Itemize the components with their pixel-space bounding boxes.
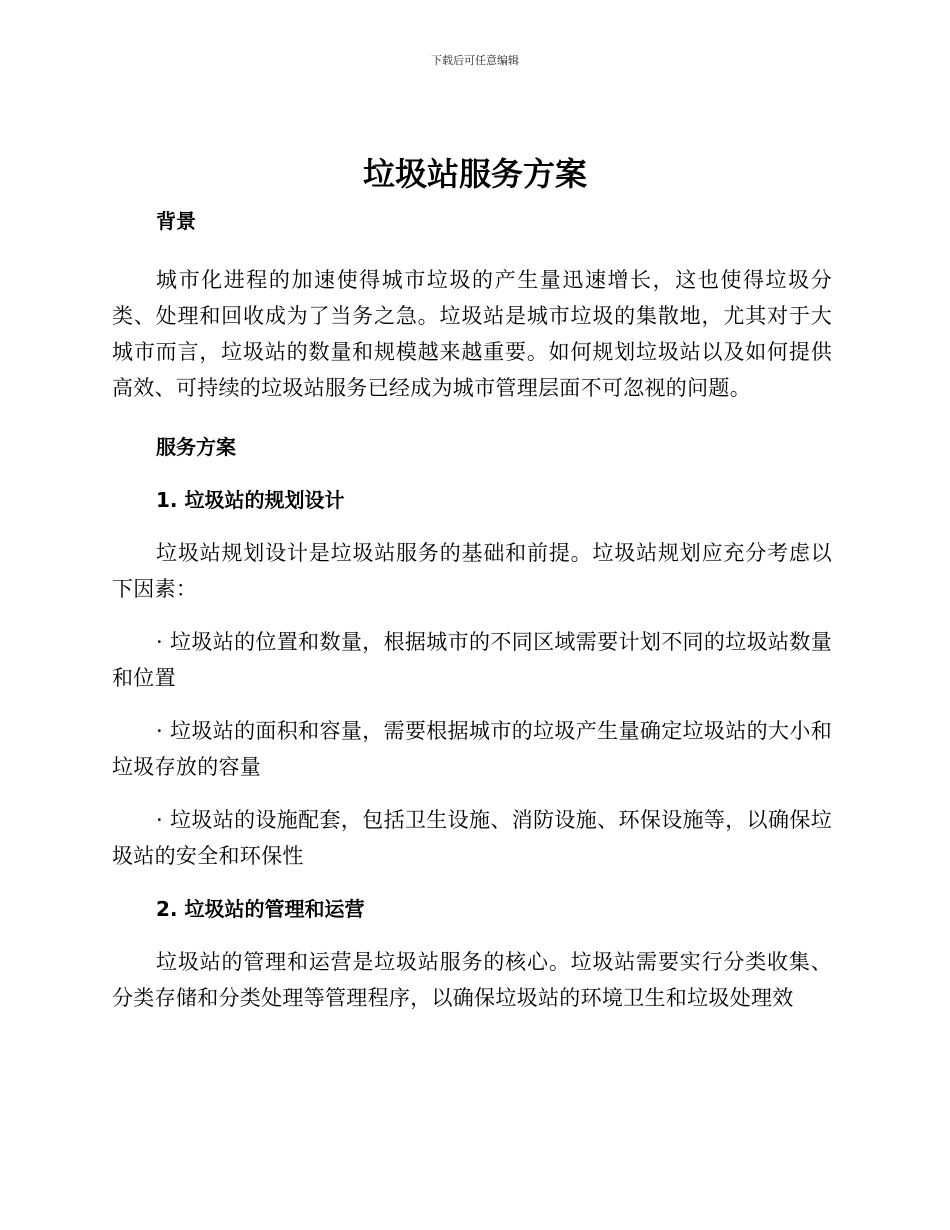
section-heading-service-plan: 服务方案	[156, 435, 236, 459]
subsection-heading-planning: 1. 垃圾站的规划设计	[156, 488, 345, 512]
section-heading-background: 背景	[156, 209, 196, 233]
bullet-item-location: · 垃圾站的位置和数量，根据城市的不同区域需要计划不同的垃圾站数量和位置	[112, 630, 832, 690]
document-title: 垃圾站服务方案	[362, 155, 587, 193]
paragraph-background: 城市化进程的加速使得城市垃圾的产生量迅速增长，这也使得垃圾分类、处理和回收成为了当务之急。垃圾站是城市垃圾的集散地，尤其对于大城市而言，垃圾站的数量和规模越来越重要。如何规划垃圾站以及如何提供高效、可持续的垃圾站服务已经成为城市管理层面不可忽视的问题。	[112, 268, 832, 400]
bullet-item-capacity: · 垃圾站的面积和容量，需要根据城市的垃圾产生量确定垃圾站的大小和垃圾存放的容量	[112, 719, 832, 779]
paragraph-planning: 垃圾站规划设计是垃圾站服务的基础和前提。垃圾站规划应充分考虑以下因素：	[112, 541, 832, 601]
subsection-heading-management: 2. 垃圾站的管理和运营	[156, 897, 365, 921]
header-note: 下载后可任意编辑	[431, 54, 519, 67]
paragraph-management: 垃圾站的管理和运营是垃圾站服务的核心。垃圾站需要实行分类收集、分类存储和分类处理等管理程序，以确保垃圾站的环境卫生和垃圾处理效	[112, 950, 832, 1010]
document-body	[112, 203, 832, 1033]
bullet-item-facilities: · 垃圾站的设施配套，包括卫生设施、消防设施、环保设施等，以确保垃圾站的安全和环保性	[112, 808, 832, 868]
